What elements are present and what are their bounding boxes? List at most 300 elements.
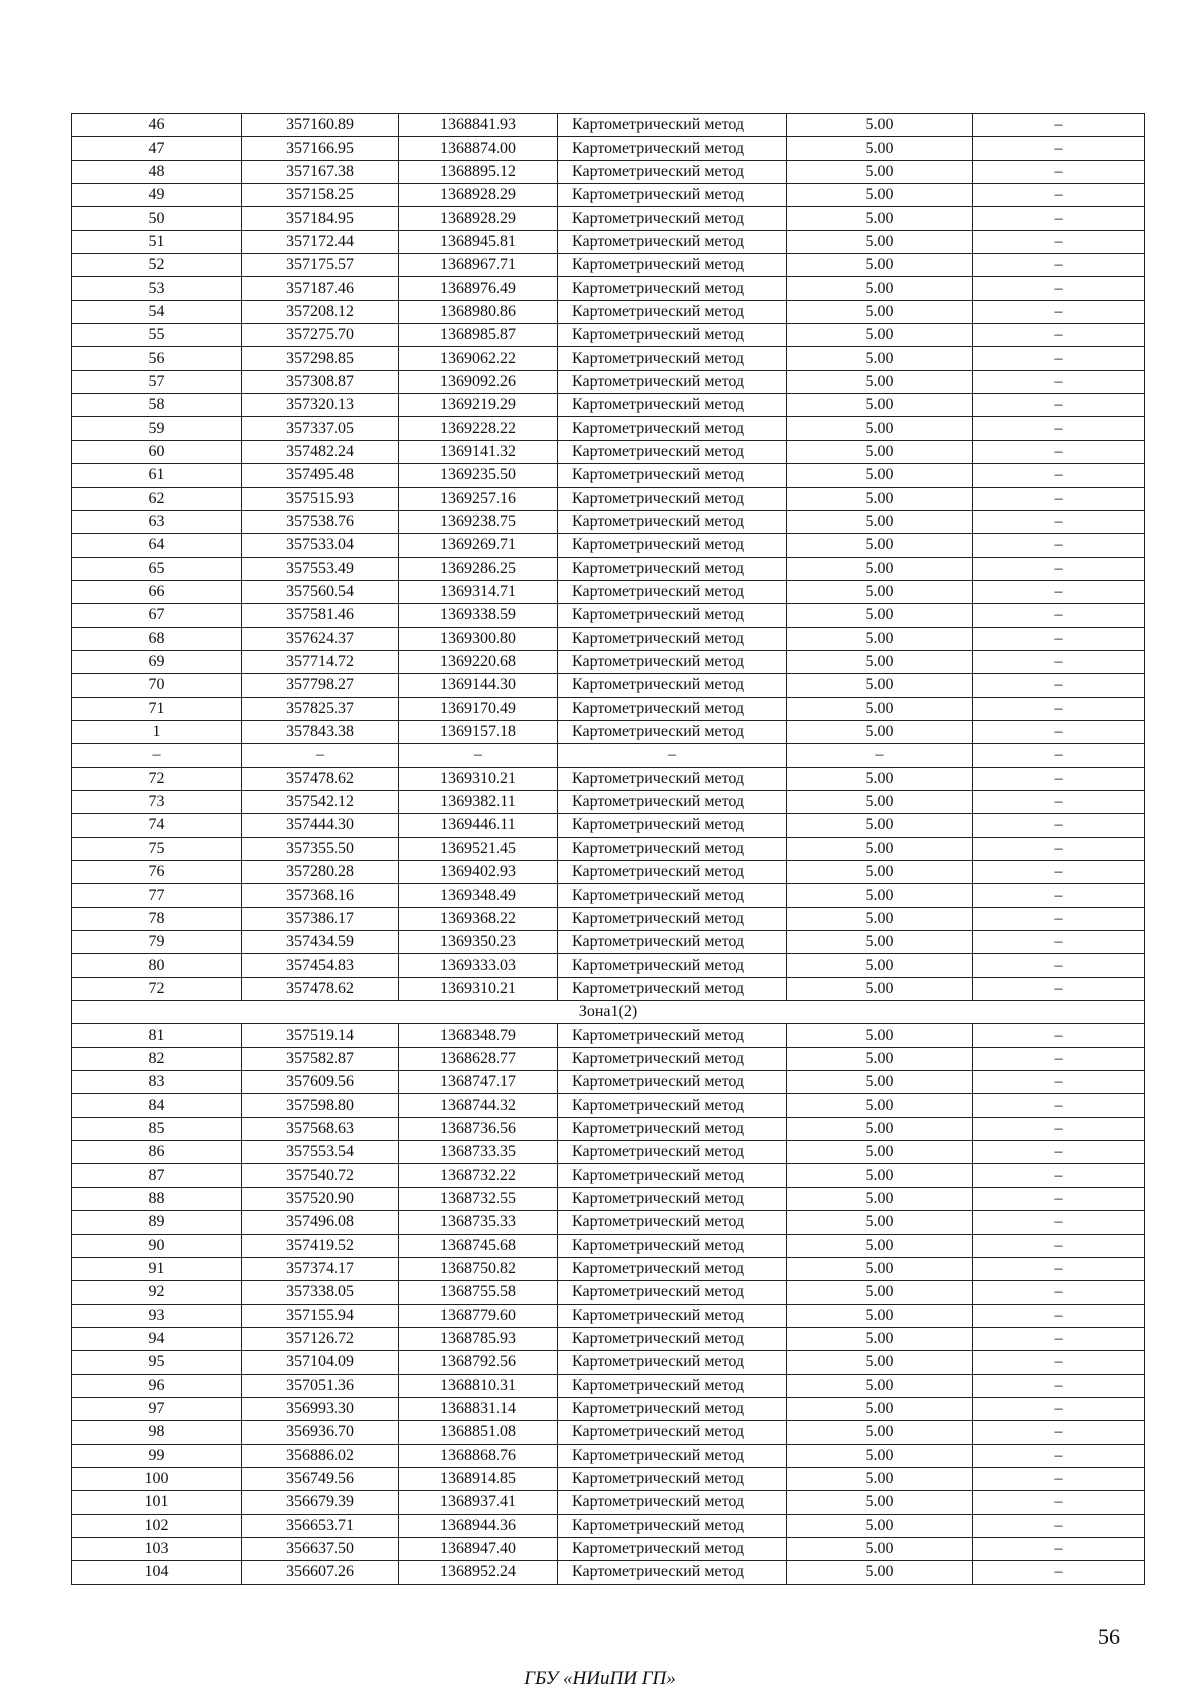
x-coordinate-cell: 357560.54: [242, 580, 399, 603]
point-number-cell: 72: [72, 977, 242, 1000]
method-cell: Картометрический метод: [558, 370, 787, 393]
x-coordinate-cell: 357609.56: [242, 1071, 399, 1094]
y-coordinate-cell: 1369269.71: [399, 534, 558, 557]
table-body: [72, 114, 1145, 1585]
table-row: [72, 767, 1145, 790]
point-number-cell: 55: [72, 324, 242, 347]
method-cell: Картометрический метод: [558, 1304, 787, 1327]
table-row: [72, 1491, 1145, 1514]
table-row: [72, 1397, 1145, 1420]
description-cell: –: [973, 254, 1145, 277]
method-cell: Картометрический метод: [558, 1491, 787, 1514]
y-coordinate-cell: 1368831.14: [399, 1397, 558, 1420]
point-number-cell: 50: [72, 207, 242, 230]
point-number-cell: 57: [72, 370, 242, 393]
table-row: [72, 580, 1145, 603]
x-coordinate-cell: 357166.95: [242, 137, 399, 160]
accuracy-cell: 5.00: [787, 1327, 973, 1350]
accuracy-cell: 5.00: [787, 884, 973, 907]
y-coordinate-cell: –: [399, 744, 558, 767]
description-cell: –: [973, 650, 1145, 673]
point-number-cell: 66: [72, 580, 242, 603]
method-cell: Картометрический метод: [558, 977, 787, 1000]
point-number-cell: 102: [72, 1514, 242, 1537]
description-cell: –: [973, 347, 1145, 370]
x-coordinate-cell: 357582.87: [242, 1047, 399, 1070]
description-cell: –: [973, 300, 1145, 323]
accuracy-cell: 5.00: [787, 1281, 973, 1304]
description-cell: –: [973, 230, 1145, 253]
point-number-cell: 82: [72, 1047, 242, 1070]
y-coordinate-cell: 1368736.56: [399, 1117, 558, 1140]
description-cell: –: [973, 277, 1145, 300]
description-cell: –: [973, 1421, 1145, 1444]
table-row: [72, 604, 1145, 627]
point-number-cell: 73: [72, 790, 242, 813]
accuracy-cell: 5.00: [787, 931, 973, 954]
table-row: [72, 837, 1145, 860]
y-coordinate-cell: 1368976.49: [399, 277, 558, 300]
x-coordinate-cell: 357553.49: [242, 557, 399, 580]
point-number-cell: 99: [72, 1444, 242, 1467]
description-cell: –: [973, 861, 1145, 884]
x-coordinate-cell: 357280.28: [242, 861, 399, 884]
y-coordinate-cell: 1368779.60: [399, 1304, 558, 1327]
description-cell: –: [973, 674, 1145, 697]
accuracy-cell: 5.00: [787, 790, 973, 813]
method-cell: Картометрический метод: [558, 1421, 787, 1444]
method-cell: Картометрический метод: [558, 510, 787, 533]
point-number-cell: 48: [72, 160, 242, 183]
y-coordinate-cell: 1369521.45: [399, 837, 558, 860]
table-row: [72, 627, 1145, 650]
point-number-cell: 90: [72, 1234, 242, 1257]
table-row: [72, 1281, 1145, 1304]
x-coordinate-cell: 357714.72: [242, 650, 399, 673]
accuracy-cell: 5.00: [787, 1024, 973, 1047]
accuracy-cell: 5.00: [787, 1467, 973, 1490]
description-cell: –: [973, 1257, 1145, 1280]
method-cell: Картометрический метод: [558, 1327, 787, 1350]
method-cell: Картометрический метод: [558, 254, 787, 277]
point-number-cell: 68: [72, 627, 242, 650]
table-row: [72, 1187, 1145, 1210]
x-coordinate-cell: –: [242, 744, 399, 767]
description-cell: –: [973, 1351, 1145, 1374]
description-cell: –: [973, 1281, 1145, 1304]
method-cell: Картометрический метод: [558, 1094, 787, 1117]
y-coordinate-cell: 1369220.68: [399, 650, 558, 673]
point-number-cell: 46: [72, 114, 242, 137]
x-coordinate-cell: 357208.12: [242, 300, 399, 323]
method-cell: Картометрический метод: [558, 1514, 787, 1537]
table-row: [72, 1071, 1145, 1094]
method-cell: Картометрический метод: [558, 1141, 787, 1164]
point-number-cell: 49: [72, 184, 242, 207]
y-coordinate-cell: 1368868.76: [399, 1444, 558, 1467]
description-cell: –: [973, 1491, 1145, 1514]
description-cell: –: [973, 1304, 1145, 1327]
description-cell: –: [973, 580, 1145, 603]
table-row: [72, 370, 1145, 393]
y-coordinate-cell: 1369368.22: [399, 907, 558, 930]
table-row: [72, 1211, 1145, 1234]
description-cell: –: [973, 931, 1145, 954]
method-cell: Картометрический метод: [558, 1187, 787, 1210]
y-coordinate-cell: 1368914.85: [399, 1467, 558, 1490]
point-number-cell: 61: [72, 464, 242, 487]
x-coordinate-cell: 357175.57: [242, 254, 399, 277]
method-cell: Картометрический метод: [558, 184, 787, 207]
y-coordinate-cell: 1369228.22: [399, 417, 558, 440]
x-coordinate-cell: 357478.62: [242, 767, 399, 790]
point-number-cell: 65: [72, 557, 242, 580]
accuracy-cell: 5.00: [787, 1537, 973, 1560]
method-cell: Картометрический метод: [558, 814, 787, 837]
method-cell: Картометрический метод: [558, 1117, 787, 1140]
y-coordinate-cell: 1368744.32: [399, 1094, 558, 1117]
table-row: [72, 907, 1145, 930]
y-coordinate-cell: 1368851.08: [399, 1421, 558, 1444]
y-coordinate-cell: 1369333.03: [399, 954, 558, 977]
method-cell: Картометрический метод: [558, 417, 787, 440]
description-cell: –: [973, 1374, 1145, 1397]
x-coordinate-cell: 357519.14: [242, 1024, 399, 1047]
method-cell: Картометрический метод: [558, 534, 787, 557]
y-coordinate-cell: 1368985.87: [399, 324, 558, 347]
x-coordinate-cell: 357355.50: [242, 837, 399, 860]
accuracy-cell: 5.00: [787, 1444, 973, 1467]
method-cell: Картометрический метод: [558, 931, 787, 954]
method-cell: Картометрический метод: [558, 114, 787, 137]
x-coordinate-cell: 357374.17: [242, 1257, 399, 1280]
point-number-cell: 53: [72, 277, 242, 300]
description-cell: –: [973, 324, 1145, 347]
description-cell: –: [973, 1071, 1145, 1094]
method-cell: Картометрический метод: [558, 861, 787, 884]
accuracy-cell: 5.00: [787, 347, 973, 370]
table-row: [72, 1257, 1145, 1280]
method-cell: Картометрический метод: [558, 487, 787, 510]
table-row: [72, 931, 1145, 954]
accuracy-cell: 5.00: [787, 907, 973, 930]
y-coordinate-cell: 1369310.21: [399, 767, 558, 790]
y-coordinate-cell: 1369062.22: [399, 347, 558, 370]
table-row: [72, 814, 1145, 837]
section-header-row: [72, 1001, 1145, 1024]
x-coordinate-cell: 357298.85: [242, 347, 399, 370]
method-cell: Картометрический метод: [558, 720, 787, 743]
accuracy-cell: 5.00: [787, 300, 973, 323]
method-cell: Картометрический метод: [558, 1257, 787, 1280]
accuracy-cell: 5.00: [787, 440, 973, 463]
x-coordinate-cell: 357825.37: [242, 697, 399, 720]
y-coordinate-cell: 1369446.11: [399, 814, 558, 837]
table-row: [72, 417, 1145, 440]
accuracy-cell: –: [787, 744, 973, 767]
accuracy-cell: 5.00: [787, 627, 973, 650]
x-coordinate-cell: 357184.95: [242, 207, 399, 230]
method-cell: Картометрический метод: [558, 604, 787, 627]
y-coordinate-cell: 1369141.32: [399, 440, 558, 463]
accuracy-cell: 5.00: [787, 1071, 973, 1094]
description-cell: –: [973, 440, 1145, 463]
description-cell: –: [973, 1024, 1145, 1047]
accuracy-cell: 5.00: [787, 464, 973, 487]
table-row: [72, 1537, 1145, 1560]
description-cell: –: [973, 627, 1145, 650]
accuracy-cell: 5.00: [787, 394, 973, 417]
point-number-cell: 52: [72, 254, 242, 277]
x-coordinate-cell: 357167.38: [242, 160, 399, 183]
accuracy-cell: 5.00: [787, 604, 973, 627]
description-cell: –: [973, 464, 1145, 487]
x-coordinate-cell: 357320.13: [242, 394, 399, 417]
accuracy-cell: 5.00: [787, 184, 973, 207]
y-coordinate-cell: 1368952.24: [399, 1561, 558, 1584]
point-number-cell: 95: [72, 1351, 242, 1374]
accuracy-cell: 5.00: [787, 207, 973, 230]
method-cell: Картометрический метод: [558, 1467, 787, 1490]
x-coordinate-cell: 357160.89: [242, 114, 399, 137]
point-number-cell: 69: [72, 650, 242, 673]
point-number-cell: 100: [72, 1467, 242, 1490]
accuracy-cell: 5.00: [787, 417, 973, 440]
description-cell: –: [973, 370, 1145, 393]
table-row: [72, 534, 1145, 557]
method-cell: Картометрический метод: [558, 394, 787, 417]
method-cell: Картометрический метод: [558, 837, 787, 860]
description-cell: –: [973, 884, 1145, 907]
x-coordinate-cell: 357533.04: [242, 534, 399, 557]
table-row: [72, 277, 1145, 300]
accuracy-cell: 5.00: [787, 861, 973, 884]
accuracy-cell: 5.00: [787, 580, 973, 603]
y-coordinate-cell: 1368750.82: [399, 1257, 558, 1280]
x-coordinate-cell: 356679.39: [242, 1491, 399, 1514]
accuracy-cell: 5.00: [787, 114, 973, 137]
x-coordinate-cell: 357454.83: [242, 954, 399, 977]
description-cell: –: [973, 1467, 1145, 1490]
table-row: [72, 1164, 1145, 1187]
method-cell: Картометрический метод: [558, 1374, 787, 1397]
description-cell: –: [973, 417, 1145, 440]
point-number-cell: 94: [72, 1327, 242, 1350]
x-coordinate-cell: 357386.17: [242, 907, 399, 930]
accuracy-cell: 5.00: [787, 1187, 973, 1210]
description-cell: –: [973, 160, 1145, 183]
x-coordinate-cell: 357104.09: [242, 1351, 399, 1374]
description-cell: –: [973, 1141, 1145, 1164]
page-number: 56: [1098, 1624, 1120, 1649]
table-row: [72, 1421, 1145, 1444]
method-cell: Картометрический метод: [558, 440, 787, 463]
description-cell: –: [973, 790, 1145, 813]
table-row: [72, 207, 1145, 230]
description-cell: –: [973, 207, 1145, 230]
table-row: [72, 160, 1145, 183]
x-coordinate-cell: 357542.12: [242, 790, 399, 813]
method-cell: Картометрический метод: [558, 674, 787, 697]
point-number-cell: 74: [72, 814, 242, 837]
method-cell: Картометрический метод: [558, 557, 787, 580]
y-coordinate-cell: 1369157.18: [399, 720, 558, 743]
point-number-cell: 79: [72, 931, 242, 954]
method-cell: Картометрический метод: [558, 790, 787, 813]
coordinates-table: [71, 113, 1145, 1585]
y-coordinate-cell: 1369338.59: [399, 604, 558, 627]
y-coordinate-cell: 1368874.00: [399, 137, 558, 160]
method-cell: Картометрический метод: [558, 697, 787, 720]
y-coordinate-cell: 1368785.93: [399, 1327, 558, 1350]
point-number-cell: 1: [72, 720, 242, 743]
point-number-cell: 54: [72, 300, 242, 323]
x-coordinate-cell: 357172.44: [242, 230, 399, 253]
description-cell: –: [973, 1537, 1145, 1560]
table-row: [72, 1024, 1145, 1047]
table-row: [72, 510, 1145, 533]
point-number-cell: 60: [72, 440, 242, 463]
point-number-cell: 67: [72, 604, 242, 627]
table-row: [72, 650, 1145, 673]
method-cell: Картометрический метод: [558, 230, 787, 253]
y-coordinate-cell: 1368810.31: [399, 1374, 558, 1397]
method-cell: Картометрический метод: [558, 884, 787, 907]
table-row: [72, 1444, 1145, 1467]
accuracy-cell: 5.00: [787, 1561, 973, 1584]
point-number-cell: 58: [72, 394, 242, 417]
table-row: [72, 324, 1145, 347]
y-coordinate-cell: 1368745.68: [399, 1234, 558, 1257]
accuracy-cell: 5.00: [787, 1351, 973, 1374]
y-coordinate-cell: 1368747.17: [399, 1071, 558, 1094]
table-row: [72, 1327, 1145, 1350]
y-coordinate-cell: 1368732.22: [399, 1164, 558, 1187]
table-row: [72, 254, 1145, 277]
point-number-cell: 91: [72, 1257, 242, 1280]
x-coordinate-cell: 356886.02: [242, 1444, 399, 1467]
method-cell: Картометрический метод: [558, 1047, 787, 1070]
table-row: [72, 1141, 1145, 1164]
accuracy-cell: 5.00: [787, 277, 973, 300]
x-coordinate-cell: 356993.30: [242, 1397, 399, 1420]
method-cell: Картометрический метод: [558, 324, 787, 347]
method-cell: Картометрический метод: [558, 347, 787, 370]
table-row: [72, 137, 1145, 160]
description-cell: –: [973, 1094, 1145, 1117]
y-coordinate-cell: 1369257.16: [399, 487, 558, 510]
y-coordinate-cell: 1369235.50: [399, 464, 558, 487]
table-row: [72, 464, 1145, 487]
method-cell: Картометрический метод: [558, 1537, 787, 1560]
accuracy-cell: 5.00: [787, 1421, 973, 1444]
point-number-cell: 71: [72, 697, 242, 720]
y-coordinate-cell: 1369310.21: [399, 977, 558, 1000]
description-cell: –: [973, 1164, 1145, 1187]
accuracy-cell: 5.00: [787, 1094, 973, 1117]
method-cell: Картометрический метод: [558, 650, 787, 673]
accuracy-cell: 5.00: [787, 674, 973, 697]
method-cell: Картометрический метод: [558, 1397, 787, 1420]
method-cell: Картометрический метод: [558, 580, 787, 603]
point-number-cell: 92: [72, 1281, 242, 1304]
point-number-cell: 77: [72, 884, 242, 907]
method-cell: Картометрический метод: [558, 627, 787, 650]
y-coordinate-cell: 1369402.93: [399, 861, 558, 884]
x-coordinate-cell: 357478.62: [242, 977, 399, 1000]
point-number-cell: 93: [72, 1304, 242, 1327]
description-cell: –: [973, 557, 1145, 580]
table-row: [72, 184, 1145, 207]
x-coordinate-cell: 357155.94: [242, 1304, 399, 1327]
x-coordinate-cell: 357798.27: [242, 674, 399, 697]
y-coordinate-cell: 1368628.77: [399, 1047, 558, 1070]
y-coordinate-cell: 1368937.41: [399, 1491, 558, 1514]
point-number-cell: 64: [72, 534, 242, 557]
x-coordinate-cell: 357581.46: [242, 604, 399, 627]
accuracy-cell: 5.00: [787, 977, 973, 1000]
x-coordinate-cell: 357308.87: [242, 370, 399, 393]
point-number-cell: 80: [72, 954, 242, 977]
method-cell: Картометрический метод: [558, 1351, 787, 1374]
accuracy-cell: 5.00: [787, 697, 973, 720]
x-coordinate-cell: 357495.48: [242, 464, 399, 487]
method-cell: Картометрический метод: [558, 1164, 787, 1187]
table-row: [72, 720, 1145, 743]
y-coordinate-cell: 1368732.55: [399, 1187, 558, 1210]
y-coordinate-cell: 1369382.11: [399, 790, 558, 813]
accuracy-cell: 5.00: [787, 324, 973, 347]
description-cell: –: [973, 1444, 1145, 1467]
point-number-cell: 62: [72, 487, 242, 510]
x-coordinate-cell: 356749.56: [242, 1467, 399, 1490]
method-cell: Картометрический метод: [558, 954, 787, 977]
point-number-cell: 87: [72, 1164, 242, 1187]
accuracy-cell: 5.00: [787, 1514, 973, 1537]
point-number-cell: 85: [72, 1117, 242, 1140]
x-coordinate-cell: 357126.72: [242, 1327, 399, 1350]
table-row: [72, 697, 1145, 720]
x-coordinate-cell: 357368.16: [242, 884, 399, 907]
y-coordinate-cell: 1368735.33: [399, 1211, 558, 1234]
point-number-cell: 75: [72, 837, 242, 860]
table-row: [72, 1467, 1145, 1490]
table-row: [72, 394, 1145, 417]
method-cell: Картометрический метод: [558, 1561, 787, 1584]
point-number-cell: 97: [72, 1397, 242, 1420]
y-coordinate-cell: 1369219.29: [399, 394, 558, 417]
description-cell: –: [973, 767, 1145, 790]
point-number-cell: 51: [72, 230, 242, 253]
accuracy-cell: 5.00: [787, 1234, 973, 1257]
point-number-cell: –: [72, 744, 242, 767]
table-row: [72, 744, 1145, 767]
x-coordinate-cell: 357434.59: [242, 931, 399, 954]
y-coordinate-cell: 1368733.35: [399, 1141, 558, 1164]
description-cell: –: [973, 814, 1145, 837]
table-row: [72, 557, 1145, 580]
x-coordinate-cell: 357337.05: [242, 417, 399, 440]
accuracy-cell: 5.00: [787, 814, 973, 837]
x-coordinate-cell: 357187.46: [242, 277, 399, 300]
x-coordinate-cell: 357444.30: [242, 814, 399, 837]
y-coordinate-cell: 1368947.40: [399, 1537, 558, 1560]
accuracy-cell: 5.00: [787, 1117, 973, 1140]
accuracy-cell: 5.00: [787, 534, 973, 557]
accuracy-cell: 5.00: [787, 137, 973, 160]
description-cell: –: [973, 744, 1145, 767]
description-cell: –: [973, 137, 1145, 160]
